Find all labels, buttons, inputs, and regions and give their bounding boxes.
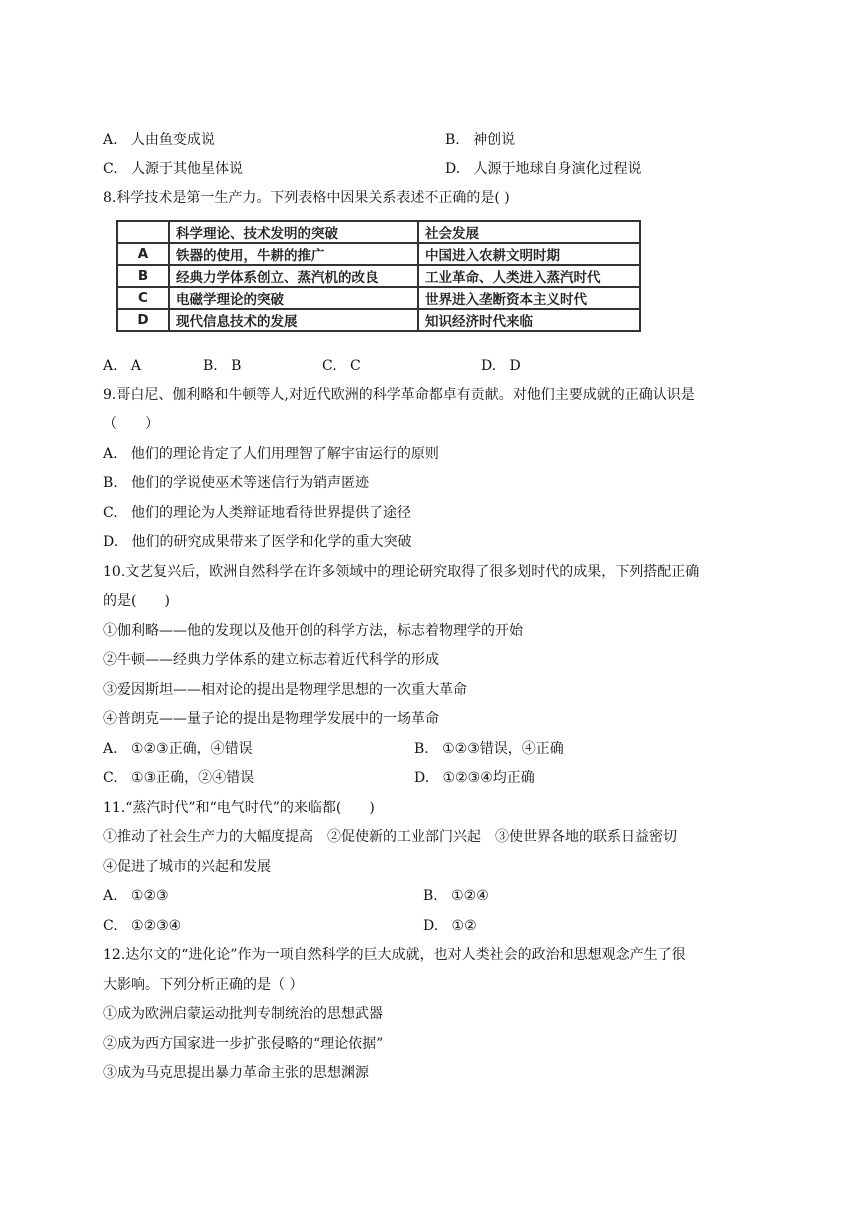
- q10-stem-line1: 10.文艺复兴后，欧洲自然科学在许多领域中的理论研究取得了很多划时代的成果，下列搭配正确: [103, 564, 700, 580]
- option-text: 他们的学说使巫术等迷信行为销声匿迹: [131, 475, 370, 491]
- q10-option-d: [414, 768, 535, 788]
- q11-option-a: [103, 886, 169, 906]
- option-text: 人源于地球自身演化过程说: [473, 161, 642, 177]
- option-letter: B.: [423, 888, 438, 904]
- table-header-row: [117, 221, 640, 243]
- option-text: ①②③: [130, 888, 169, 904]
- q9-option-b: [103, 473, 369, 493]
- option-letter: A.: [103, 132, 118, 148]
- q8-table: [116, 220, 641, 332]
- table-cell: [117, 221, 169, 243]
- option-letter: C.: [103, 918, 118, 934]
- table-cell: 中国进入农耕文明时期: [418, 243, 640, 265]
- table-cell: 经典力学体系创立、蒸汽机的改良: [169, 265, 418, 287]
- table-cell: 电磁学理论的突破: [169, 287, 418, 309]
- q10-item-3: ③爱因斯坦——相对论的提出是物理学思想的一次重大革命: [103, 682, 467, 698]
- q12-stem-line1: 12.达尔文的“进化论”作为一项自然科学的巨大成就，也对人类社会的政治和思想观念产生了很: [103, 947, 686, 963]
- option-letter: C.: [103, 161, 118, 177]
- option-text: ①②④: [451, 888, 489, 904]
- q9-stem-line1: 9.哥白尼、伽利略和牛顿等人,对近代欧洲的科学革命都卓有贡献。对他们主要成就的正确认识是: [103, 387, 695, 403]
- table-cell: D: [117, 309, 169, 331]
- option-text: ①②③正确，④错误: [130, 741, 253, 757]
- q11-items-line2: ④促进了城市的兴起和发展: [103, 859, 271, 875]
- option-letter: C.: [322, 358, 337, 374]
- table-row: [117, 243, 640, 265]
- q7-option-d: [445, 159, 642, 179]
- option-text: 人源于其他星体说: [131, 161, 244, 177]
- table-cell: B: [117, 265, 169, 287]
- table-cell: C: [117, 287, 169, 309]
- q12-item-1: ①成为欧洲启蒙运动批判专制统治的思想武器: [103, 1006, 383, 1022]
- option-letter: A.: [103, 446, 118, 462]
- option-text: ①②③错误，④正确: [442, 741, 564, 757]
- table-cell: 现代信息技术的发展: [169, 309, 418, 331]
- option-text: ①②③④均正确: [442, 770, 535, 786]
- q9-option-d: [103, 532, 412, 552]
- q12-item-2: ②成为西方国家进一步扩张侵略的“理论依据”: [103, 1036, 384, 1052]
- option-letter: A.: [103, 888, 118, 904]
- option-letter: D.: [445, 161, 461, 177]
- option-text: ①②: [451, 918, 477, 934]
- option-letter: D.: [481, 358, 497, 374]
- q11-items-line1: ①推动了社会生产力的大幅度提高 ②促使新的工业部门兴起 ③使世界各地的联系日益密切: [103, 829, 677, 845]
- q9-stem-line2: （ ）: [103, 416, 159, 432]
- table-cell: 工业革命、人类进入蒸汽时代: [418, 265, 640, 287]
- q10-item-4: ④普朗克——量子论的提出是物理学发展中的一场革命: [103, 711, 439, 727]
- q10-option-b: [414, 739, 564, 759]
- option-text: ①③正确，②④错误: [131, 770, 255, 786]
- option-letter: B.: [414, 741, 429, 757]
- table-cell: 知识经济时代来临: [418, 309, 640, 331]
- q11-stem: 11.“蒸汽时代”和“电气时代”的来临都( ): [103, 800, 375, 816]
- q10-item-2: ②牛顿——经典力学体系的建立标志着近代科学的形成: [103, 652, 439, 668]
- q8-option-a: [103, 356, 141, 376]
- option-text: ①②③④: [131, 918, 182, 934]
- option-letter: A.: [103, 741, 118, 757]
- q11-option-d: [423, 916, 477, 936]
- option-text: B: [231, 358, 242, 374]
- option-text: 他们的理论肯定了人们用理智了解宇宙运行的原则: [130, 446, 439, 462]
- option-letter: C.: [103, 770, 118, 786]
- q9-option-c: [103, 503, 411, 523]
- q11-option-c: [103, 916, 181, 936]
- table-cell: 铁器的使用，牛耕的推广: [169, 243, 418, 265]
- option-letter: B.: [103, 475, 118, 491]
- q7-option-c: [103, 159, 243, 179]
- q10-option-c: [103, 768, 254, 788]
- table-row: [117, 309, 640, 331]
- table-row: [117, 287, 640, 309]
- q11-option-b: [423, 886, 489, 906]
- q8-option-b: [203, 356, 241, 376]
- option-letter: C.: [103, 505, 118, 521]
- q10-stem-line2: 的是( ): [103, 593, 170, 609]
- option-text: 他们的研究成果带来了医学和化学的重大突破: [131, 534, 412, 550]
- q8-stem: 8.科学技术是第一生产力。下列表格中因果关系表述不正确的是( ): [103, 190, 510, 206]
- q7-option-a: [103, 130, 215, 150]
- option-letter: A.: [103, 358, 118, 374]
- q7-option-b: [445, 130, 515, 150]
- q12-stem-line2: 大影响。下列分析正确的是（ ）: [103, 977, 304, 993]
- option-text: C: [350, 358, 361, 374]
- option-letter: B.: [203, 358, 218, 374]
- option-text: 神创说: [473, 132, 516, 148]
- option-letter: B.: [445, 132, 460, 148]
- table-cell: 社会发展: [418, 221, 640, 243]
- q12-item-3: ③成为马克思提出暴力革命主张的思想渊源: [103, 1065, 369, 1081]
- q8-option-d: [481, 356, 521, 376]
- q10-item-1: ①伽利略——他的发现以及他开创的科学方法，标志着物理学的开始: [103, 623, 523, 639]
- option-letter: D.: [103, 534, 119, 550]
- q8-option-c: [322, 356, 361, 376]
- option-letter: D.: [423, 918, 439, 934]
- table-row: [117, 265, 640, 287]
- option-text: D: [509, 358, 521, 374]
- table-cell: 科学理论、技术发明的突破: [169, 221, 418, 243]
- table-cell: 世界进入垄断资本主义时代: [418, 287, 640, 309]
- option-text: A: [130, 358, 142, 374]
- option-text: 人由鱼变成说: [130, 132, 215, 148]
- option-letter: D.: [414, 770, 430, 786]
- table-cell: A: [117, 243, 169, 265]
- q9-option-a: [103, 444, 439, 464]
- option-text: 他们的理论为人类辩证地看待世界提供了途径: [131, 505, 412, 521]
- q10-option-a: [103, 739, 253, 759]
